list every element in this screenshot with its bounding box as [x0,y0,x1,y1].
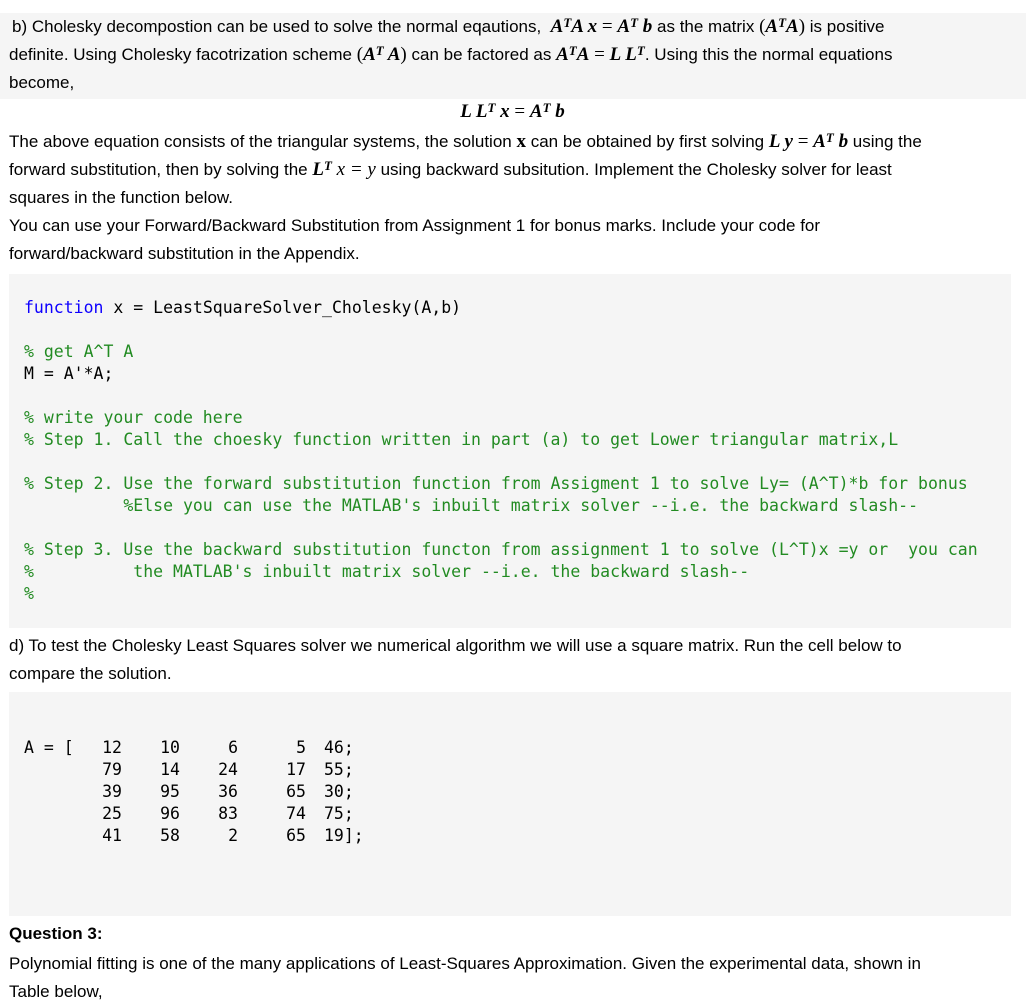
display-equation: L $L^T$ $x = A^T$ b [460,100,565,122]
text: is positive [809,17,885,36]
text: squares in the function below. [9,188,233,207]
text: using backward subsitution. Implement the Cholesky solver for least [380,160,892,179]
code-cell-solver[interactable] [9,274,1011,628]
part-b-para3 [0,212,1026,268]
code-comment: % get A^T A [24,342,134,361]
matrix-row [82,825,390,847]
matrix-row [82,781,390,803]
text: forward/backward substitution in the Appendix. [9,244,360,263]
matrix-cell: 10 [160,738,180,757]
matrix-a-table [82,737,390,847]
text: d) To test the Cholesky Least Squares solver we numerical algorithm we will use a square matrix. Run the cell below to [9,636,902,655]
matrix-cell: 55; [324,760,354,779]
keyword-end [24,627,1011,628]
question-3-heading: Question 3: [9,924,103,943]
math-ata: $A^TA$ [765,15,799,37]
matrix-row [82,737,390,759]
text: can be obtained by first solving [530,132,765,151]
text: become, [9,73,75,92]
text: . Using this the normal equations [644,45,893,64]
text: b) Cholesky decompostion can be used to solve the normal eqautions, [12,17,542,36]
matrix-a [24,737,1011,847]
matrix-cell: 41 [102,826,122,845]
code-comment: % the MATLAB's inbuilt matrix solver --i.e. the backward slash-- [24,562,750,581]
matrix-cell: 24 [218,760,238,779]
text: Table below, [9,982,103,1001]
matrix-cell: 39 [102,782,122,801]
matrix-cell: 65 [286,782,306,801]
text: compare the solution. [9,664,172,683]
matrix-cell: 79 [102,760,122,779]
code-comment: % Step 3. Use the backward substitution functon from assignment 1 to solve (L^T)x =y or you can [24,540,978,559]
matrix-cell: 96 [160,804,180,823]
text: The above equation consists of the triangular systems, the solution [9,132,512,151]
matrix-cell: 65 [286,826,306,845]
text: You can use your Forward/Backward Substitution from Assignment 1 for bonus marks. Include your code for [9,216,821,235]
matrix-cell: 30; [324,782,354,801]
matrix-cell: 12 [102,738,122,757]
part-b-para2: The above equation consists of the triangular systems, the solution x can be obtained by first solving L $y = A^T$ b using the forward substitution, then by solving the $L^T$ x = y using backward subsitution. Implement the Cholesky solver for least squares in the function below. [0,128,1026,212]
text: Polynomial fitting is one of the many applications of Least-Squares Approximation. Given the experimental data, shown in [9,954,921,973]
code-cell-test[interactable] [9,692,1011,916]
keyword-function: function [24,298,104,317]
matrix-cell: 95 [160,782,180,801]
code-comment: % Step 2. Use the forward substitution function from Assigment 1 to solve Ly= (A^T)*b for bonus [24,474,968,493]
matrix-cell: 14 [160,760,180,779]
part-b-intro: b) Cholesky decompostion can be used to solve the normal eqautions, $A^TA$ $x = A^T$ b as the matrix $(A^TA)$ is positive definite. Using Cholesky facotrization scheme ($A^T$ A) can be factored as $A^TA = L$ $L^T$. Using this the normal equations become, [0,13,1026,99]
text: forward substitution, then by solving the [9,160,308,179]
code-comment: % Step 1. Call the choesky function written in part (a) to get Lower triangular matrix,L [24,430,899,449]
code-line: A = [ [24,738,74,757]
matrix-cell: 19]; [324,826,364,845]
part-d-intro [0,632,1026,688]
code-line: M = A'*A; [24,364,114,383]
matrix-cell: 74 [286,804,306,823]
text: definite. Using Cholesky facotrization scheme [9,45,352,64]
matrix-cell: 58 [160,826,180,845]
math-factor: $A^TA$ [556,43,590,65]
text: using the [852,132,922,151]
math-normal-eq: $A^TA$ x [550,15,598,37]
matrix-cell: 2 [228,826,238,845]
matrix-cell: 25 [102,804,122,823]
matrix-row [82,759,390,781]
text: as the matrix [657,17,755,36]
code-comment: % [24,584,34,603]
text: can be factored as [411,45,552,64]
matrix-cell: 5 [296,738,306,757]
code-comment: % write your code here [24,408,243,427]
matrix-cell: 75; [324,804,354,823]
matrix-cell: 6 [228,738,238,757]
matrix-row [82,803,390,825]
matrix-cell: 36 [218,782,238,801]
matrix-cell: 83 [218,804,238,823]
matrix-cell: 17 [286,760,306,779]
code-comment: %Else you can use the MATLAB's inbuilt matrix solver --i.e. the backward slash-- [24,496,919,515]
code-line: x = LeastSquareSolver_Cholesky(A,b) [103,298,462,317]
matrix-cell: 46; [324,738,354,757]
